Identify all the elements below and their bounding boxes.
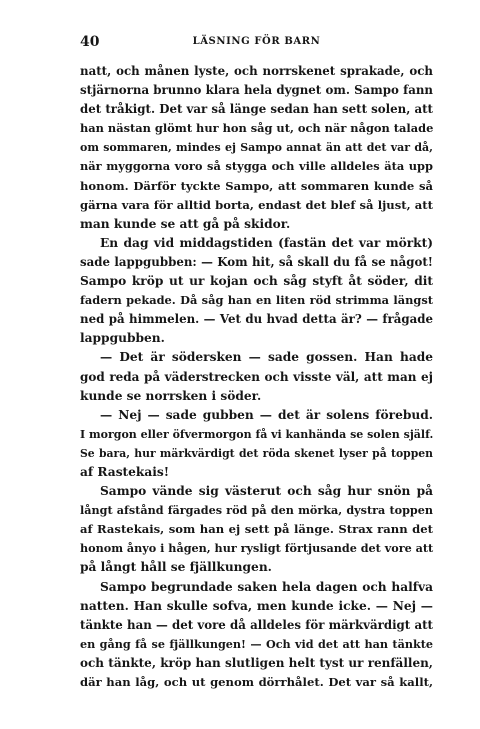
page-number: 40 — [80, 34, 100, 50]
text-line: stjärnorna brunno klara hela dygnet om. Sampo fann — [80, 83, 433, 98]
text-line: lappgubben. — [80, 331, 165, 346]
text-line: honom ånyo i hågen, hur rysligt förtjusande det vore att — [80, 541, 434, 556]
text-line: Sampo vände sig västerut och såg hur snön på — [100, 484, 433, 499]
text-line: där han låg, och ut genom dörrhålet. Det var så kallt, — [80, 675, 433, 689]
text-line: af Rastekais, som han ej sett på länge. Strax rann det — [80, 522, 433, 537]
text-line: han nästan glömt hur hon såg ut, och när någon talade — [80, 121, 434, 136]
text-line: när myggorna voro så stygga och ville alldeles äta upp — [80, 159, 433, 174]
text-line: — Det är södersken — sade gossen. Han hade — [100, 350, 433, 365]
text-line: natt, och månen lyste, och norrskenet sprakade, och — [80, 64, 433, 78]
text-line: — Nej — sade gubben — det är solens förebud. — [100, 407, 433, 422]
text-line: honom. Därför tyckte Sampo, att sommaren kunde så — [80, 178, 433, 193]
text-line: af Rastekais! — [80, 464, 170, 479]
text-line: om sommaren, mindes ej Sampo annat än att det var då, — [80, 141, 433, 155]
text-line: långt afstånd färgades röd på den mörka, dystra toppen — [80, 503, 433, 518]
text-line: god reda på väderstrecken och visste väl, att man ej — [80, 369, 433, 384]
text-line: Se bara, hur märkvärdigt det röda skenet lyser på toppen — [80, 446, 433, 460]
running-title: LÄSNING FÖR BARN — [192, 36, 321, 47]
body-text — [80, 62, 433, 692]
text-line: sade lappgubben: — Kom hit, så skall du få se något! — [80, 254, 433, 269]
text-line: gärna vara för alltid borta, endast det blef så ljust, att — [80, 197, 433, 212]
text-line: man kunde se att gå på skidor. — [80, 216, 291, 231]
text-line: på långt håll se fjällkungen. — [80, 560, 272, 575]
text-line: kunde se norrsken i söder. — [80, 388, 262, 403]
text-line: tänkte han — det vore då alldeles för märkvärdigt att — [80, 617, 433, 632]
text-line: Sampo kröp ut ur kojan och såg styft åt söder, dit — [80, 274, 433, 289]
text-line: det tråkigt. Det var så länge sedan han sett solen, att — [80, 102, 433, 117]
page-header — [80, 34, 433, 54]
text-line: och tänkte, kröp han slutligen helt tyst ur renfällen, — [80, 655, 433, 670]
text-line: natten. Han skulle sofva, men kunde icke. — Nej — — [80, 598, 433, 613]
text-line: I morgon eller öfvermorgon få vi kanhända se solen själf. — [80, 427, 434, 441]
text-line: En dag vid middagstiden (fastän det var mörkt) — [100, 235, 433, 250]
text-line: en gång få se fjällkungen! — Och vid det att han tänkte — [80, 636, 433, 651]
text-line: fadern pekade. Då såg han en liten röd strimma längst — [80, 293, 433, 308]
text-line: Sampo begrundade saken hela dagen och halfva — [100, 579, 433, 594]
text-line: ned på himmelen. — Vet du hvad detta är? — frågade — [80, 312, 433, 327]
